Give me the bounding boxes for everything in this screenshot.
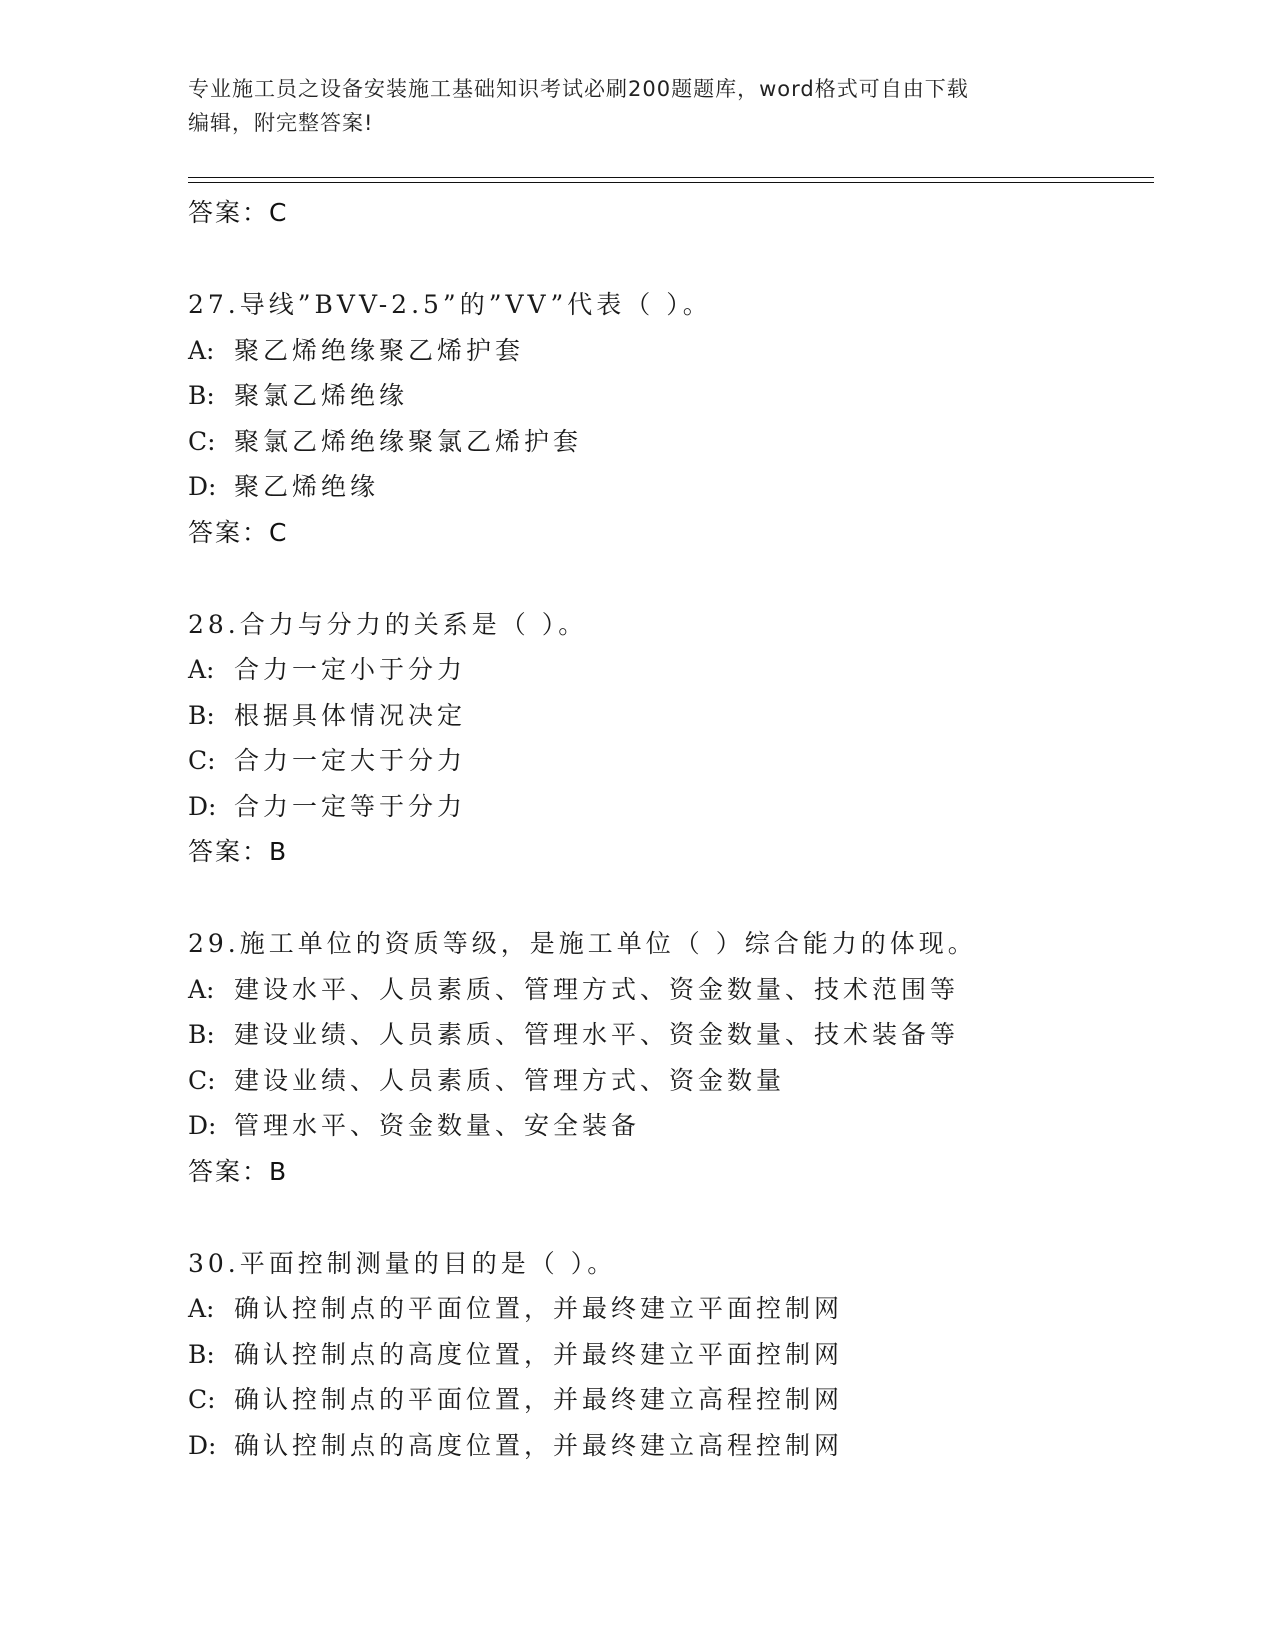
option-d: [188, 784, 1148, 830]
header-line-1: 专业施工员之设备安装施工基础知识考试必刷200题题库，word格式可自由下载: [188, 77, 969, 101]
option-text: 确认控制点的平面位置，并最终建立平面控制网: [234, 1294, 844, 1323]
option-text: 聚乙烯绝缘: [234, 472, 380, 501]
document-header: [188, 72, 1088, 140]
option-a: [188, 967, 1148, 1013]
header-rule-bottom: [188, 182, 1154, 183]
option-text: 合力一定等于分力: [234, 791, 467, 821]
option-text: 聚乙烯绝缘聚乙烯护套: [234, 335, 525, 365]
option-text: 根据具体情况决定: [234, 700, 467, 730]
question-30: [188, 1241, 1148, 1469]
question-28: [188, 602, 1148, 876]
option-letter: B:: [188, 1020, 215, 1049]
option-letter: C:: [188, 1065, 216, 1095]
option-letter: A:: [188, 974, 215, 1004]
option-d: [188, 1103, 1148, 1149]
option-letter: A:: [188, 1294, 215, 1323]
option-letter: C:: [188, 426, 216, 456]
option-b: [188, 1332, 1148, 1378]
answer-prefix: 答案：: [188, 517, 270, 547]
option-text: 确认控制点的平面位置，并最终建立高程控制网: [234, 1385, 844, 1414]
option-b: [188, 693, 1148, 739]
answer-prefix: 答案：: [188, 1156, 270, 1186]
question-stem: 27.导线”BVV-2.5”的”VV”代表（ ）。: [188, 290, 712, 319]
option-letter: C:: [188, 1385, 216, 1414]
option-letter: D:: [188, 791, 217, 821]
option-text: 建设水平、人员素质、管理方式、资金数量、技术范围等: [234, 974, 960, 1004]
option-letter: D:: [188, 1111, 217, 1140]
option-c: [188, 419, 1148, 465]
option-c: [188, 1058, 1148, 1104]
option-letter: A:: [188, 335, 215, 365]
option-d: [188, 464, 1148, 510]
question-stem: 30.平面控制测量的目的是（ ）。: [188, 1248, 617, 1278]
answer-prefix: 答案：: [188, 198, 270, 227]
answer-line: [188, 829, 1148, 875]
option-letter: A:: [188, 655, 215, 684]
option-text: 确认控制点的高度位置，并最终建立高程控制网: [234, 1430, 844, 1460]
option-letter: B:: [188, 1339, 215, 1369]
option-a: [188, 1286, 1148, 1332]
option-a: [188, 647, 1148, 693]
option-letter: D:: [188, 472, 217, 501]
question-27: [188, 282, 1148, 556]
option-c: [188, 738, 1148, 784]
option-letter: B:: [188, 381, 215, 410]
answer-value: C: [269, 198, 288, 227]
option-text: 建设业绩、人员素质、管理水平、资金数量、技术装备等: [234, 1020, 960, 1049]
question-list: [188, 190, 1148, 1468]
option-text: 确认控制点的高度位置，并最终建立平面控制网: [234, 1339, 844, 1369]
option-text: 聚氯乙烯绝缘聚氯乙烯护套: [234, 426, 583, 456]
option-d: [188, 1423, 1148, 1469]
answer-value: B: [269, 1156, 288, 1186]
option-c: [188, 1377, 1148, 1423]
option-text: 建设业绩、人员素质、管理方式、资金数量: [234, 1065, 786, 1095]
option-letter: B:: [188, 700, 215, 730]
option-b: [188, 373, 1148, 419]
option-a: [188, 328, 1148, 374]
header-line-2: 编辑，附完整答案!: [188, 111, 374, 135]
answer-value: B: [269, 837, 288, 866]
question-29: [188, 921, 1148, 1195]
option-b: [188, 1012, 1148, 1058]
option-text: 合力一定小于分力: [234, 655, 467, 684]
answer-line: [188, 1149, 1148, 1195]
question-stem: 28.合力与分力的关系是（ ）。: [188, 609, 588, 639]
option-text: 聚氯乙烯绝缘: [234, 381, 409, 410]
option-text: 管理水平、资金数量、安全装备: [234, 1111, 641, 1140]
header-rule-top: [188, 177, 1154, 178]
option-letter: D:: [188, 1430, 217, 1460]
question-stem: 29.施工单位的资质等级，是施工单位（ ）综合能力的体现。: [188, 929, 977, 958]
option-text: 合力一定大于分力: [234, 746, 467, 775]
answer-line: [188, 190, 1148, 236]
answer-line: [188, 510, 1148, 556]
answer-value: C: [269, 517, 288, 547]
option-letter: C:: [188, 746, 216, 775]
answer-prefix: 答案：: [188, 837, 270, 866]
